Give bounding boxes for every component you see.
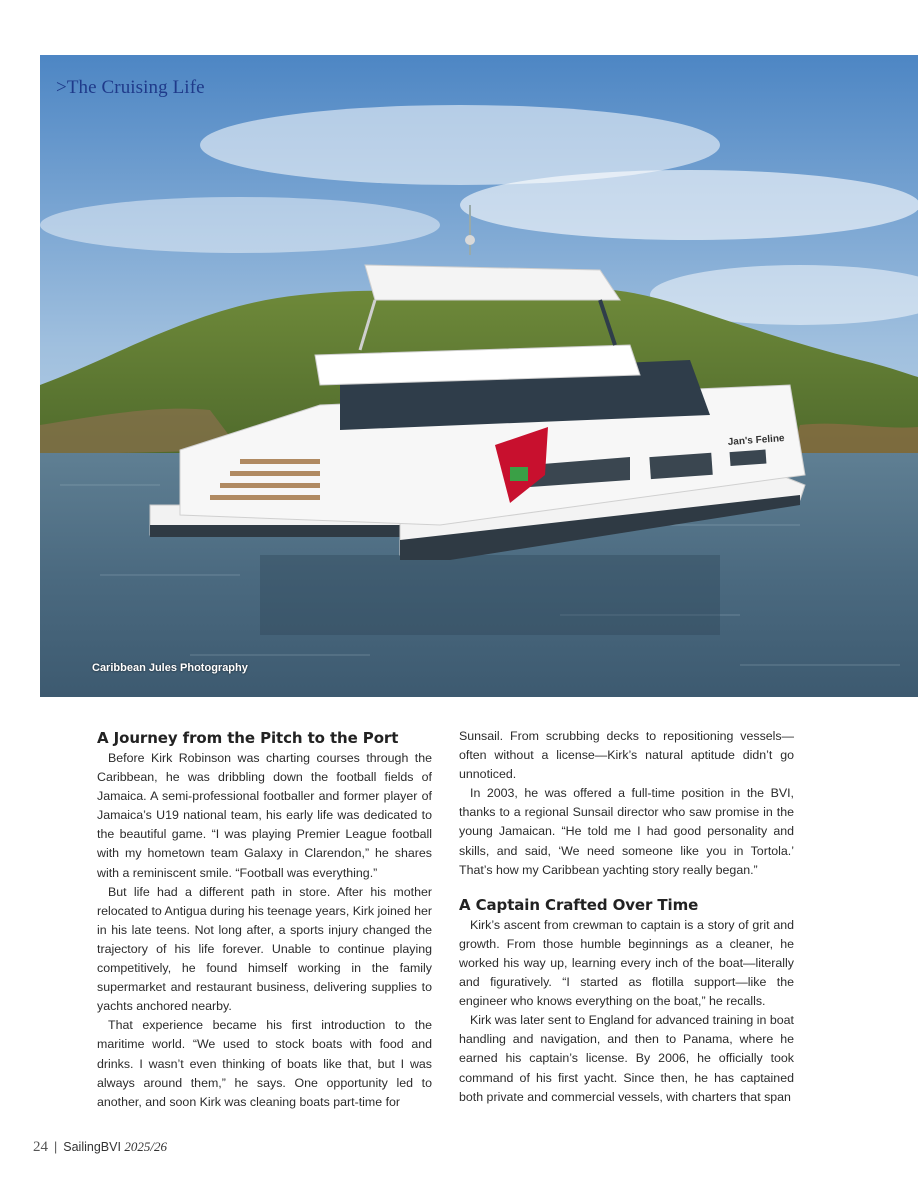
paragraph: But life had a different path in store. After his mother relocated to Antigua during his teenage years, Kirk joined her in his late teens. Not long after, a sports injury changed the trajectory of his life forever. Unable to continue playing competitively, he found himself working in the family supermarket and restaurant business, delivering supplies to yachts anchored nearby. xyxy=(97,884,432,1014)
paragraph: Kirk’s ascent from crewman to captain is a story of grit and growth. From those humble beginnings as a cleaner, he worked his way up, learning every inch of the boat—literally and figuratively. “I started as flotilla support—like the engineer who knows everything on the boat,” he recalls. xyxy=(459,917,794,1009)
footer-separator: | xyxy=(54,1140,58,1154)
hero-photo xyxy=(40,55,918,697)
section-tag: >The Cruising Life xyxy=(56,77,205,98)
issue-label: 2025/26 xyxy=(124,1139,168,1154)
section-heading: A Captain Crafted Over Time xyxy=(459,895,699,914)
paragraph: That experience became his first introduction to the maritime world. “We used to stock boats with food and drinks. I wasn’t even thinking of boats like that, but I was always around them,” he says. One opportunity led to another, and soon Kirk was cleaning boats part-time for xyxy=(97,1018,432,1109)
paragraph: Before Kirk Robinson was charting courses through the Caribbean, he was dribbling down the football fields of Jamaica. A semi-professional footballer and former player of Jamaica’s U19 national team, his early life was dedicated to the beautiful game. “I was playing Premier League football with my hometown team Galaxy in Clarendon,” he shares with a reminiscent smile. “Football was everything.” xyxy=(97,751,432,880)
paragraph-continuation: Sunsail. From scrubbing decks to repositioning vessels—often without a license—Kirk’s natural aptitude didn’t go unnoticed. xyxy=(459,729,794,782)
publication-name: SailingBVI xyxy=(63,1140,121,1154)
paragraph: In 2003, he was offered a full-time position in the BVI, thanks to a regional Sunsail director who saw promise in the young Jamaican. “He told me I had good personality and skills, and said, ‘We need someone like you in Tortola.’ That’s how my Caribbean yachting story really began.” xyxy=(459,786,794,877)
paragraph: Kirk was later sent to England for advanced training in boat handling and navigation, and then to Panama, where he earned his captain’s license. By 2006, he officially took command of his first yacht. Since then, he has captained both private and commercial vessels, with charters that span xyxy=(459,1013,794,1104)
boat-name-text: Jan's Feline xyxy=(727,433,785,448)
right-column xyxy=(459,727,794,1107)
photo-credit: Caribbean Jules Photography xyxy=(92,662,248,674)
page-number: 24 xyxy=(33,1139,48,1155)
catamaran-illustration xyxy=(40,55,918,697)
page-footer xyxy=(33,1139,167,1156)
left-column xyxy=(97,727,432,1112)
section-heading: A Journey from the Pitch to the Port xyxy=(97,729,399,747)
